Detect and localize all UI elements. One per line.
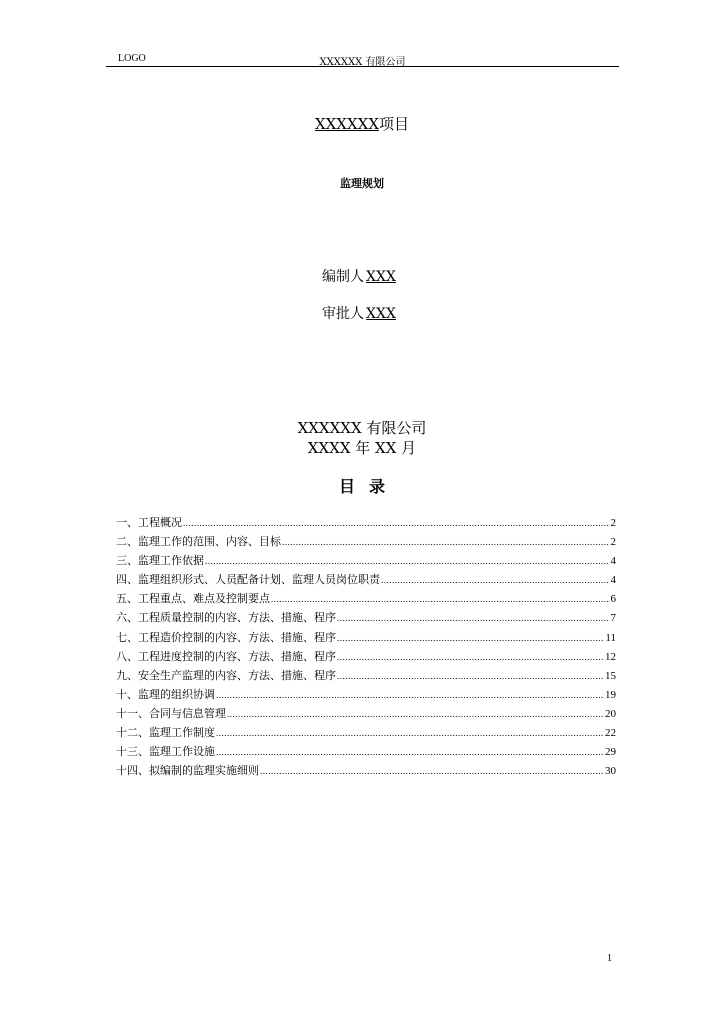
toc-leader-dots — [183, 518, 610, 528]
toc-entry-title: 八、工程进度控制的内容、方法、措施、程序 — [116, 649, 336, 663]
toc-entry[interactable] — [116, 648, 616, 667]
project-title — [0, 113, 724, 134]
approver-label: 审批人 — [322, 306, 365, 322]
toc-entry-title: 二、监理工作的范围、内容、目标 — [116, 535, 281, 549]
toc-entry[interactable] — [116, 686, 616, 705]
toc-entry-page: 12 — [605, 650, 616, 663]
toc-title: 目录 — [338, 477, 399, 496]
toc-entry[interactable] — [116, 609, 616, 628]
header-company: XXXXXX 有限公司 — [319, 57, 406, 68]
project-name: XXXXXX — [314, 115, 380, 133]
toc-entry-title: 四、监理组织形式、人员配备计划、监理人员岗位职责 — [116, 573, 380, 587]
toc-leader-dots — [282, 537, 610, 547]
approver-value: XXX — [366, 306, 396, 322]
toc-entry-title: 一、工程概况 — [116, 516, 182, 529]
document-title: 监理规划 — [340, 177, 384, 190]
toc-entry-title: 十、监理的组织协调 — [116, 687, 215, 701]
toc-leader-dots — [337, 633, 604, 643]
toc-leader-dots — [260, 766, 604, 776]
toc-entry-page: 2 — [610, 517, 616, 529]
project-suffix: 项目 — [379, 115, 410, 133]
header-logo: LOGO — [118, 53, 146, 64]
toc-entry-page: 6 — [610, 593, 616, 606]
toc-entry-page: 2 — [610, 536, 616, 549]
toc-entry-title: 五、工程重点、难点及控制要点 — [116, 592, 270, 606]
toc-entry[interactable] — [116, 629, 616, 648]
editor-line — [0, 266, 724, 286]
toc-entry-title: 三、监理工作依据 — [116, 554, 204, 568]
toc-entry-page: 11 — [605, 631, 616, 644]
toc-entry[interactable] — [116, 667, 616, 686]
toc-entry-page: 4 — [610, 574, 616, 587]
toc-entry-page: 4 — [610, 555, 616, 568]
toc-entry[interactable] — [116, 724, 616, 743]
toc-leader-dots — [216, 728, 604, 738]
page-header — [106, 49, 619, 67]
toc-entry-title: 七、工程造价控制的内容、方法、措施、程序 — [116, 630, 336, 644]
toc-entry-page: 15 — [605, 669, 616, 682]
toc-entry-title: 十二、监理工作制度 — [116, 726, 215, 740]
toc-entry-title: 十三、监理工作设施 — [116, 745, 215, 759]
toc-entry-page: 29 — [605, 746, 616, 759]
toc-entry-page: 20 — [605, 707, 616, 720]
toc-leader-dots — [205, 556, 610, 566]
toc-leader-dots — [381, 575, 610, 585]
toc-entry[interactable] — [116, 705, 616, 724]
toc-entry-title: 十四、拟编制的监理实施细则 — [116, 764, 259, 778]
toc-entry-title: 九、安全生产监理的内容、方法、措施、程序 — [116, 668, 336, 682]
toc-leader-dots — [216, 747, 604, 757]
approver-line — [0, 303, 724, 323]
toc-entry[interactable] — [116, 571, 616, 590]
document-date: XXXX 年 XX 月 — [307, 439, 417, 457]
toc-entry[interactable] — [116, 590, 616, 609]
toc-entry-title: 六、工程质量控制的内容、方法、措施、程序 — [116, 611, 336, 625]
company-name: XXXXXX 有限公司 — [297, 419, 427, 437]
page-number: 1 — [607, 953, 612, 964]
toc-entry-page: 30 — [605, 765, 616, 778]
toc-list — [116, 514, 616, 781]
toc-entry[interactable] — [116, 762, 616, 781]
toc-entry[interactable] — [116, 533, 616, 552]
toc-entry[interactable] — [116, 743, 616, 762]
toc-entry-page: 22 — [605, 727, 616, 740]
toc-entry-title: 十一、合同与信息管理 — [116, 706, 226, 720]
toc-leader-dots — [271, 594, 610, 604]
toc-leader-dots — [227, 709, 604, 719]
toc-entry[interactable] — [116, 552, 616, 571]
toc-entry-page: 7 — [610, 612, 616, 625]
toc-leader-dots — [216, 690, 604, 700]
toc-leader-dots — [337, 671, 604, 681]
editor-label: 编制人 — [322, 269, 365, 285]
toc-leader-dots — [337, 613, 610, 623]
toc-entry[interactable] — [116, 514, 616, 533]
editor-value: XXX — [366, 269, 396, 285]
toc-entry-page: 19 — [605, 688, 616, 701]
toc-leader-dots — [337, 652, 604, 662]
